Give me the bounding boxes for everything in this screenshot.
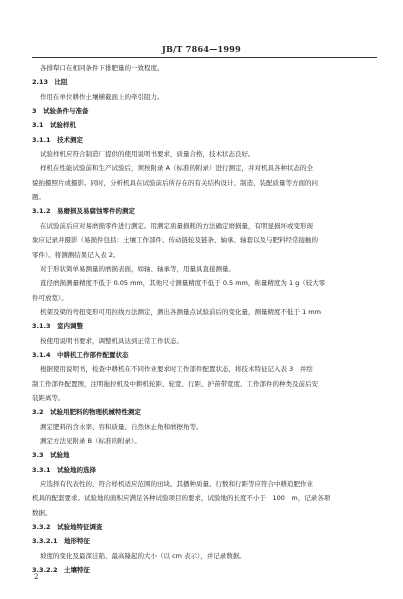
clause-heading: 3.1.3 室内调整	[32, 322, 84, 331]
text-line: 机架及梁的弯扭变形可用拉线方法测定，测出各测量点试验前后的变化量，测量精度不低于 1 mm	[40, 307, 321, 316]
standard-header: JB/T 7864—1999	[162, 44, 241, 54]
clause-heading: 2.13 比阻	[32, 78, 68, 87]
text-line: 按使用说明书要求，调整机具达到正常工作状态。	[40, 336, 183, 345]
clause-heading: 3.3.2.1 地形特征	[32, 537, 90, 546]
text-line: 应选择有代表性的、符合样机适应范围的田块。其播种质量、行数和行距等应符合中耕追肥作业	[40, 479, 313, 488]
clause-heading: 3.1.4 中耕机工作部件配置状态	[32, 350, 129, 359]
text-line: 数据。	[32, 508, 52, 517]
text-line: 零件）。将测测结果记入表 2。	[32, 250, 120, 259]
clause-heading: 3.3.1 试验地的选择	[32, 465, 97, 474]
text-line: 坡度的变化及最深洼陷、最高隆起的大小（以 cm 表示），并记录数据。	[40, 551, 246, 560]
section-heading: 3 试验条件与准备	[32, 107, 89, 115]
text-line: 样机在性能试验前和生产试验后，须按附录 A（标准的附录）进行测定，并对机具各种状态的全	[40, 164, 314, 173]
text-line: 试验样机应符合制造厂提供的使用说明书要求，质量合格，技术状态良好。	[40, 150, 255, 159]
text-line: 在试验前后应对易磨损零件进行测定。用测定质量损耗的方法确定磨损量，有明显损坏或变形现	[40, 221, 313, 230]
header-rule	[32, 57, 377, 58]
text-line: 作用在单位耕作土壤横截面上的牵引阻力。	[40, 92, 164, 101]
text-line: 件可放宽）。	[32, 293, 68, 302]
clause-heading: 3.3.2.2 土壤特征	[32, 566, 90, 574]
page-number: 2	[34, 573, 39, 581]
text-line: 各排犁口在相同条件下排肥量的一致程度。	[40, 64, 164, 72]
text-line: 制工作部件配置图，注明拖拉机及中耕机轮距、轮宽、行距、护苗带宽度、工作部件的种类及前后安	[32, 379, 318, 388]
clause-heading: 3.1.2 易磨损及易腐蚀零件的测定	[32, 207, 136, 216]
text-line: 直径磨损测量精度不低于 0.05 mm，其他尺寸测量精度不低于 0.5 mm，称量精度为 1 g（较大零	[40, 279, 326, 288]
text-line: 象应记录并摄影（易损件包括：土壤工作部件、传动链轮及链条、轴承、轴套以及与肥料经常接触的	[32, 236, 318, 245]
text-line: 根据使用说明书，检查中耕机在不同作业要求时工作部件配置状态，将技术特征记入表 3 并绘	[40, 365, 313, 374]
text-line: 貌拍摄照片或摄影。同时，分析机具在试验前后所存在的有关结构设计、制造、装配质量等方面的问	[32, 178, 318, 187]
clause-heading: 3.1 试验样机	[32, 121, 77, 130]
clause-heading: 3.2 试验用肥料的物理机械特性测定	[32, 408, 142, 417]
clause-heading: 3.1.1 技术测定	[32, 135, 84, 144]
text-line: 机具的配套要求。试验地的面积应满足各种试验项目的要求，试验地的长度不小于 100 m，记录各项	[32, 494, 331, 503]
text-line: 测定方法见附录 B（标准的附录）。	[40, 436, 141, 445]
text-line: 题。	[32, 193, 45, 202]
clause-heading: 3.3.2 试验地特征调查	[32, 523, 103, 531]
text-line: 测定肥料的含水率、容积质量、自然休止角和磨擦角等。	[40, 422, 203, 431]
text-line: 对于形状简单易测量的磨损表面，如轴、轴承等，用量具直接测量。	[40, 264, 235, 273]
clause-heading: 3.3 试验地	[32, 451, 70, 460]
text-line: 装距离等。	[32, 393, 65, 402]
